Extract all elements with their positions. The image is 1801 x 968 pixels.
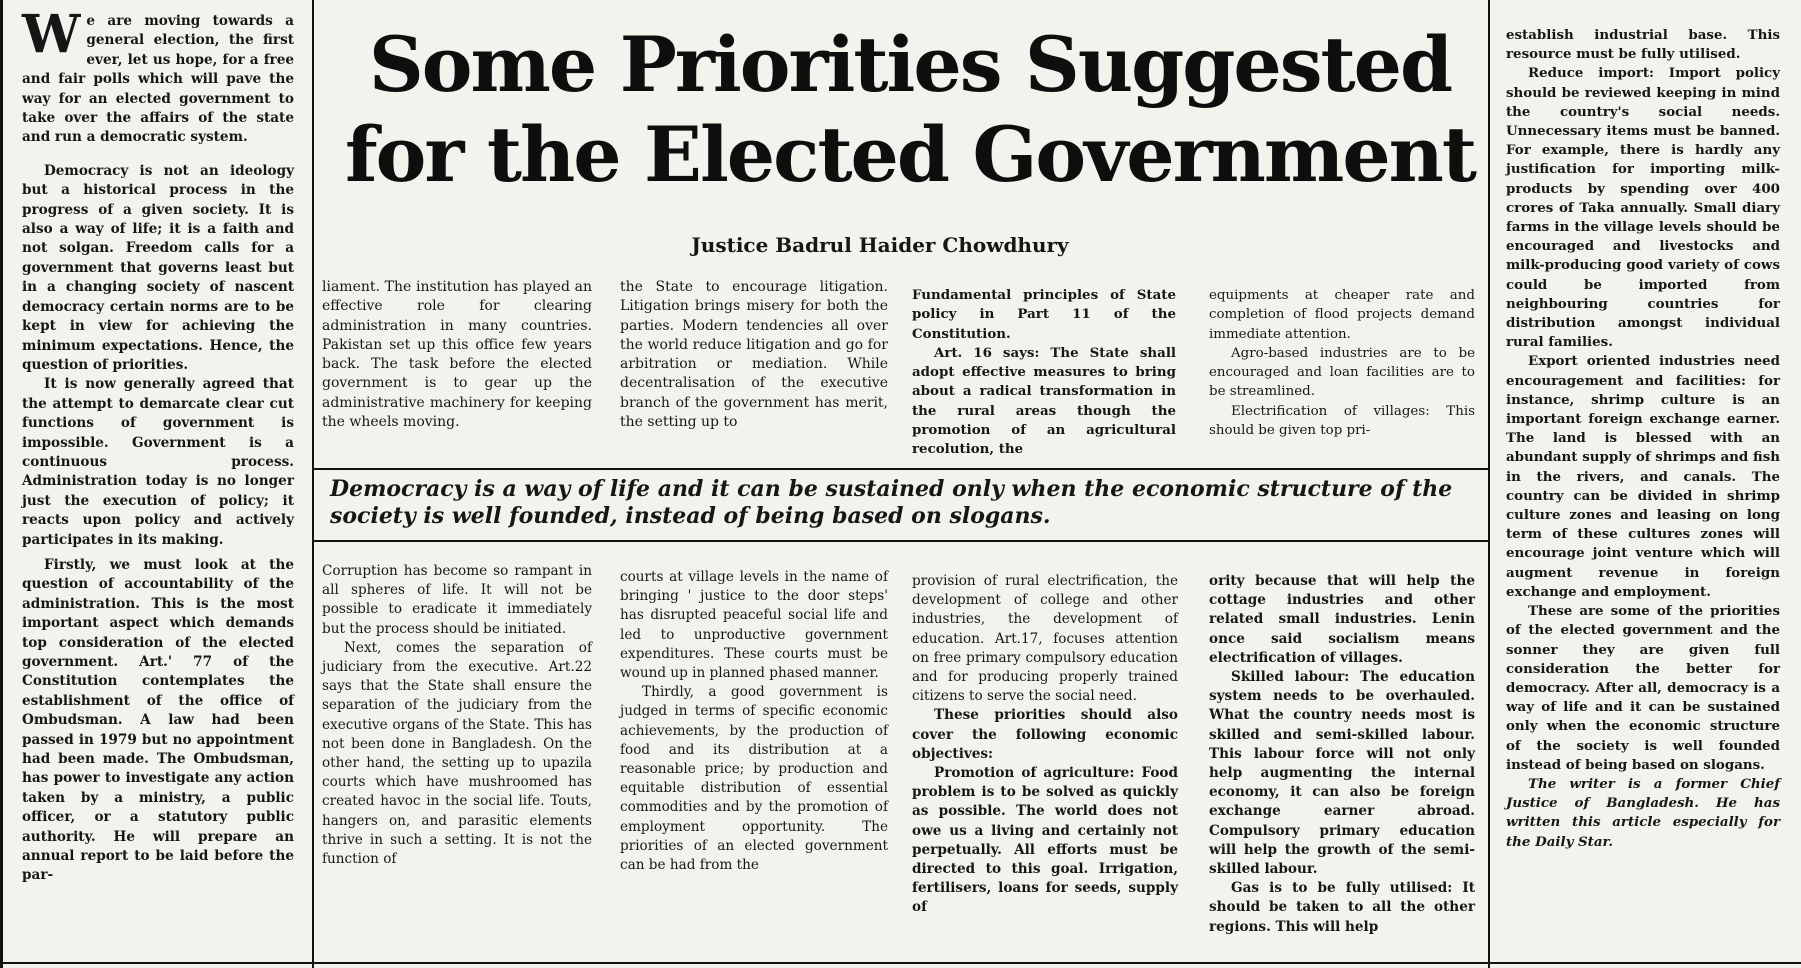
column-4-top	[912, 286, 1176, 460]
col5-bottom-paragraph-3: Gas is to be fully utilised: It should be taken to all the other regions. This will help	[1209, 880, 1475, 935]
headline: Some Priorities Suggested for the Elected Government	[344, 20, 1476, 199]
col1-paragraph-4: Firstly, we must look at the question of accountability of the administration. This is the most important aspect which demands top consideration of the elected government. Art.' 77 of the Constitution contemplates the establishment of the office of Ombudsman. A law had been passed in 1979 but no appointment had been made. The Ombudsman, has power to investigate any action taken by a ministry, a public officer, or a statutory public authority. He will prepare an annual report to be laid before the par-	[22, 556, 294, 884]
column-3-top	[620, 278, 888, 432]
pullquote-rule-top	[312, 468, 1490, 470]
col3-top-paragraph: the State to encourage litigation. Litigation brings misery for both the parties. Modern tendencies all over the world reduce litigation and go for arbitration or mediation. While decentralisation of the executive branch of the government has merit, the setting up to	[620, 279, 888, 431]
col2-bottom-paragraph-2: Next, comes the separation of judiciary from the executive. Art.22 says that the State shall ensure the separation of the judiciary from the executive organs of the State. This has not been done in Bangladesh. On the other hand, the setting up to upazila courts which have mushroomed has created havoc in the social life. Touts, hangers on, and parasitic elements thrive in such a setting. It is not the function of	[322, 639, 592, 868]
col6-paragraph-4: These are some of the priorities of the elected government and the sonner they are given full consideration the better for democracy. After all, democracy is a way of life and it can be sustained only when the economic structure of the society is well founded instead of being based on slogans.	[1506, 603, 1780, 773]
col6-paragraph-2: Reduce import: Import policy should be reviewed keeping in mind the country's social needs. Unnecessary items must be banned. For example, there is hardly any justification for importing milk-products by spending over 400 crores of Taka annually. Small diary farms in the village levels should be encouraged and livestocks and milk-producing good variety of cows could be imported from neighbouring countries for distribution amongst individual rural families.	[1506, 65, 1780, 351]
col5-top-paragraph-2: Agro-based industries are to be encouraged and loan facilities are to be streamlined.	[1209, 345, 1475, 400]
drop-cap: W	[22, 4, 81, 65]
col2-bottom-paragraph-1: Corruption has become so rampant in all spheres of life. It will not be possible to eradicate it immediately but the process should be initiated.	[322, 563, 592, 637]
col5-bottom-paragraph-2: Skilled labour: The education system needs to be overhauled. What the country needs most is skilled and semi-skilled labour. This labour force will not only help augmenting the internal economy, it can also be foreign exchange earner abroad. Compulsory primary education will help the growth of the semi- skilled labour.	[1209, 669, 1475, 878]
column-5-bottom	[1209, 572, 1475, 937]
col1-paragraph-1: We are moving towards a general election, the first ever, let us hope, for a free and fair polls which will pave the way for an elected government to take over the affairs of the state and run a democratic system.	[22, 4, 294, 146]
bottom-rule	[0, 962, 1801, 964]
col4-top-paragraph-1: Fundamental principles of State policy in Part 11 of the Constitution.	[912, 287, 1176, 342]
col6-paragraph-3: Export oriented industries need encouragement and facilities: for instance, shrimp culture is an important foreign exchange earner. The land is blessed with an abundant supply of shrimps and fish in the rivers, and canals. The country can be divided in shrimp culture zones and leasing on long term of these cultures zones will encourage joint venture which will augment revenue in foreign exchange and employment.	[1506, 353, 1780, 600]
col5-top-paragraph-1: equipments at cheaper rate and completion of flood projects demand immediate attention.	[1209, 288, 1475, 342]
column-4-bottom	[912, 572, 1178, 918]
col4-top-paragraph-2: Art. 16 says: The State shall adopt effective measures to bring about a radical transformation in the rural areas though the promotion of an agricultural recolution, the	[912, 344, 1176, 458]
column-rule-left	[312, 0, 314, 968]
col3-bottom-paragraph-2: Thirdly, a good government is judged in terms of specific economic achievements, by the production of food and its distribution at a reasonable price; by production and equitable distribution of essential commodities and by the promotion of employment opportunity. The priorities of an elected government can be had from the	[620, 684, 888, 874]
author-note: The writer is a former Chief Justice of Bangladesh. He has written this article especially for the Daily Star.	[1506, 775, 1780, 850]
pull-quote: Democracy is a way of life and it can be sustained only when the economic structure of the society is well founded, instead of being based on slogans.	[330, 476, 1453, 529]
left-border-rule	[0, 0, 3, 968]
col1-paragraph-3: It is now generally agreed that the attempt to demarcate clear cut functions of government is impossible. Government is a continuous process. Administration today is no longer just the execution of policy; it reacts upon policy and actively participates in its making.	[22, 376, 294, 548]
col4-bottom-paragraph-3: Promotion of agriculture: Food problem is to be solved as quickly as possible. The world does not owe us a living and certainly not perpetually. All efforts must be directed to this goal. Irrigation, fertilisers, loans for seeds, supply of	[912, 765, 1178, 916]
byline: Justice Badrul Haider Chowdhury	[691, 233, 1069, 257]
col4-bottom-paragraph-1: provision of rural electrification, the development of college and other industries, the development of education. Art.17, focuses attention on free primary compulsory education and for producing properly trained citizens to serve the social need.	[912, 573, 1178, 705]
pullquote-rule-bottom	[312, 540, 1490, 542]
column-3-bottom	[620, 568, 888, 875]
column-2-top	[322, 278, 592, 432]
col5-bottom-paragraph-1: ority because that will help the cottage industries and other related small industries. Lenin once said socialism means electrification of villages.	[1209, 573, 1475, 666]
col1-paragraph-2: Democracy is not an ideology but a historical process in the progress of a given society. It is also a way of life; it is a faith and not solgan. Freedom calls for a government that governs least but in a changing society of nascent democracy certain norms are to be kept in view for achieving the minimum expectations. Hence, the question of priorities.	[22, 162, 294, 373]
col6-paragraph-1: establish industrial base. This resource must be fully utilised.	[1506, 27, 1780, 63]
col4-bottom-paragraph-2: These priorities should also cover the following economic objectives:	[912, 707, 1178, 762]
col2-top-paragraph: liament. The institution has played an effective role for clearing administration in many countries. Pakistan set up this office few years back. The task before the elected government is to gear up the administrative machinery for keeping the wheels moving.	[322, 279, 592, 431]
column-1	[22, 4, 294, 886]
col3-bottom-paragraph-1: courts at village levels in the name of bringing ' justice to the door steps' has disrupted peaceful social life and led to unproductive government expenditures. These courts must be wound up in planned phased manner.	[620, 569, 888, 682]
column-5-top	[1209, 286, 1475, 440]
column-6	[1506, 26, 1780, 852]
col5-top-paragraph-3: Electrification of villages: This should be given top pri-	[1209, 403, 1475, 439]
column-2-bottom	[322, 562, 592, 869]
